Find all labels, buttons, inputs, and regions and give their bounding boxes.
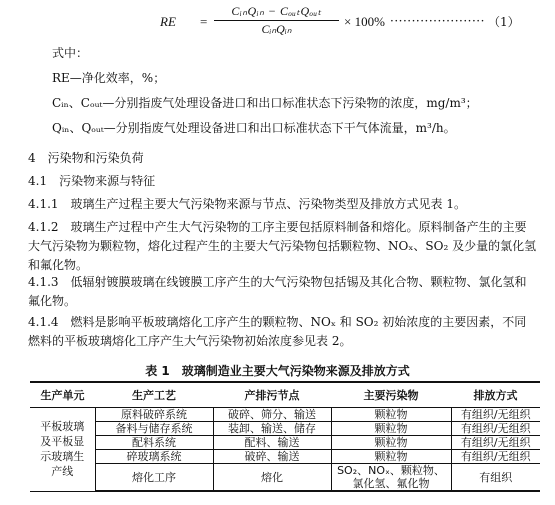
- table-row: [30, 464, 540, 492]
- table-header: 生产单元: [30, 382, 95, 408]
- table-cell: 颗粒物: [331, 436, 451, 450]
- formula-dots: ······················: [390, 14, 485, 28]
- table-cell: 配料、输送: [213, 436, 331, 450]
- table-row: [30, 422, 540, 436]
- table-header-row: [30, 382, 540, 408]
- table-header: 排放方式: [451, 382, 540, 408]
- table-cell: 装卸、输送、储存: [213, 422, 331, 436]
- table-cell: 碎玻璃系统: [95, 450, 213, 464]
- table-cell: 有组织/无组织: [451, 450, 540, 464]
- table-cell: 熔化: [213, 464, 331, 492]
- table-cell: 颗粒物: [331, 422, 451, 436]
- formula-fraction: [214, 4, 339, 37]
- section-heading-4: 4 污染物和污染负荷: [28, 151, 144, 165]
- table-cell: 熔化工序: [95, 464, 213, 492]
- table-cell: SO₂、NOₓ、颗粒物、氯化氢、氟化物: [331, 464, 451, 492]
- table-cell: 有组织/无组织: [451, 436, 540, 450]
- paragraph-4-1-4: 4.1.4 燃料是影响平板玻璃熔化工序产生的颗粒物、NOₓ 和 SO₂ 初始浓度的主要因素，不同燃料的平板玻璃熔化工序产生大气污染物初始浓度参见表 2。: [28, 315, 527, 348]
- table-cell: 备料与储存系统: [95, 422, 213, 436]
- formula-number: （1）: [488, 15, 520, 29]
- formula-denominator: CᵢₙQᵢₙ: [261, 22, 292, 36]
- where-label: 式中：: [52, 46, 89, 60]
- table-cell: 破碎、输送: [213, 450, 331, 464]
- definition-re: RE—净化效率，%；: [52, 71, 166, 85]
- paragraph-4-1-1: 4.1.1 玻璃生产过程主要大气污染物来源与节点、污染物类型及排放方式见表 1。: [28, 197, 466, 211]
- table-row: [30, 436, 540, 450]
- table-cell: 有组织/无组织: [451, 408, 540, 422]
- paragraph-4-1-2: 4.1.2 玻璃生产过程中产生大气污染物的工序主要包括原料制备和熔化。原料制备产生的主要大气污染物为颗粒物，熔化过程产生的主要大气污染物包括颗粒物、NOₓ、SO₂ 及少量的氯化氢和氟化物。: [28, 220, 537, 272]
- definition-q: Qᵢₙ、Qₒᵤₜ—分别指废气处理设备进口和出口标准状态下干气体流量，m³/h。: [52, 121, 456, 135]
- table-cell: 破碎、筛分、输送: [213, 408, 331, 422]
- table-cell: 有组织: [451, 464, 540, 492]
- table-cell: 颗粒物: [331, 408, 451, 422]
- table-cell: 原料破碎系统: [95, 408, 213, 422]
- efficiency-formula: [150, 4, 550, 38]
- formula-equals: =: [200, 14, 208, 29]
- production-unit-cell: 平板玻璃及平板显示玻璃生产线: [30, 408, 95, 492]
- table-row: [30, 450, 540, 464]
- table-cell: 有组织/无组织: [451, 422, 540, 436]
- paragraph-4-1-3: 4.1.3 低辐射镀膜玻璃在线镀膜工序产生的大气污染物包括锡及其化合物、颗粒物、氯化氢和氟化物。: [28, 275, 527, 308]
- formula-lhs: RE: [160, 14, 176, 29]
- section-heading-4-1: 4.1 污染物来源与特征: [28, 174, 156, 188]
- table-cell: 配料系统: [95, 436, 213, 450]
- table-header: 产排污节点: [213, 382, 331, 408]
- formula-times: × 100%: [344, 14, 385, 29]
- table-row: [30, 408, 540, 422]
- table-header: 生产工艺: [95, 382, 213, 408]
- table-caption: 表 1 玻璃制造业主要大气污染物来源及排放方式: [145, 364, 410, 378]
- table-header: 主要污染物: [331, 382, 451, 408]
- table-cell: 颗粒物: [331, 450, 451, 464]
- definition-c: Cᵢₙ、Cₒᵤₜ—分别指废气处理设备进口和出口标准状态下污染物的浓度，mg/m³；: [52, 96, 478, 110]
- formula-numerator: CᵢₙQᵢₙ − CₒᵤₜQₒᵤₜ: [214, 4, 339, 21]
- pollution-source-table: [30, 381, 540, 492]
